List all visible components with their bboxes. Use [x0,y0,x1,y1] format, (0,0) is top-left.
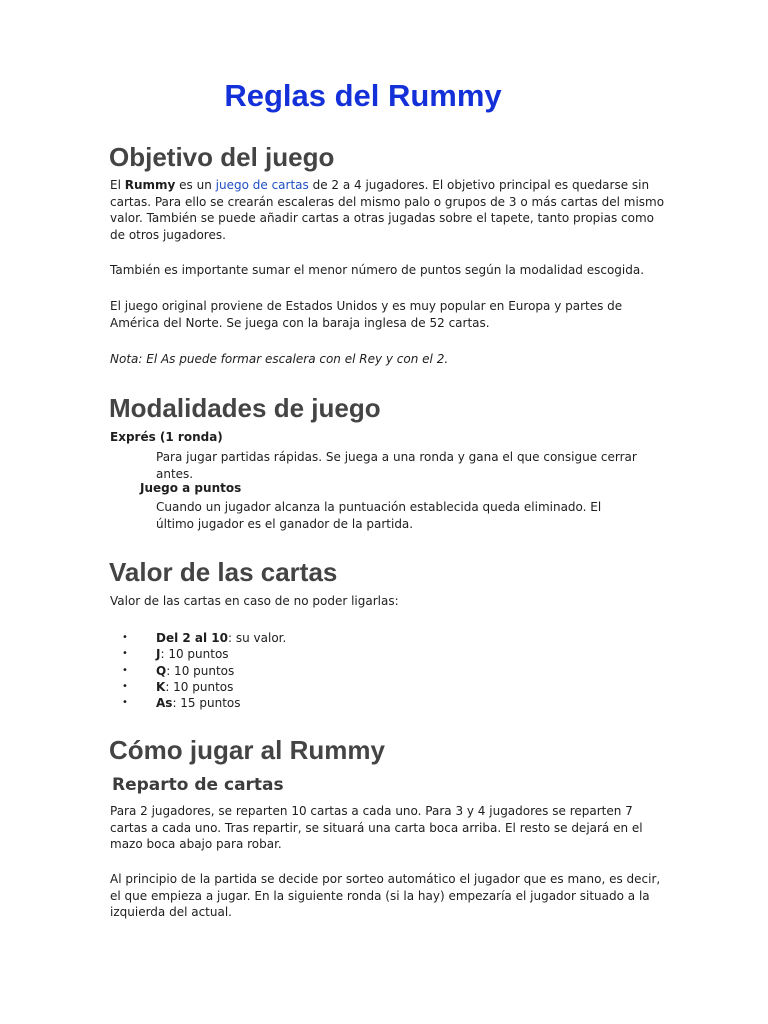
bullet-icon: • [122,664,128,676]
reparto-paragraph-1: Para 2 jugadores, se reparten 10 cartas a cada uno. Para 3 y 4 jugadores se reparten 7 cartas a cada uno. Tras repartir, se situará una carta boca arriba. El resto se dejará en el mazo boca abajo para robar. [110,804,643,851]
objetivo-paragraph-2: También es importante sumar el menor número de puntos según la modalidad escogida. [110,263,645,277]
juego-de-cartas-link[interactable]: juego de cartas [215,178,309,192]
bullet-icon: • [122,680,128,692]
section-heading-como-jugar: Cómo jugar al Rummy [109,735,385,765]
card-value: : 10 puntos [166,663,235,678]
reparto-paragraph-2: Al principio de la partida se decide por sorteo automático el jugador que es mano, es decir, el que empieza a jugar. En la siguiente ronda (si la hay) empezaría el jugador situado a la izquierda del actual. [110,872,661,919]
objetivo-paragraph-1 [110,177,670,243]
objetivo-note [110,351,670,368]
bullet-icon: • [122,648,128,660]
text: es un [175,178,216,192]
puntos-description: Cuando un jugador alcanza la puntuación establecida queda eliminado. El último jugador es el ganador de la partida. [156,500,602,531]
list-item-text [156,630,286,646]
valor-intro: Valor de las cartas en caso de no poder ligarlas: [110,594,399,608]
expres-label: Exprés (1 ronda) [110,430,223,444]
subheading-reparto: Reparto de cartas [112,775,284,795]
list-item-text [156,646,229,662]
bullet-icon: • [122,632,128,643]
card-value: : 10 puntos [160,647,229,662]
list-item-text [156,679,233,695]
card-name: As [156,696,173,711]
expres-description: Para jugar partidas rápidas. Se juega a una ronda y gana el que consigue cerrar antes. [156,450,637,481]
card-name: Del 2 al 10 [156,631,229,645]
puntos-label: Juego a puntos [140,481,242,495]
section-heading-modalidades: Modalidades de juego [109,393,381,423]
bullet-icon: • [122,697,128,709]
document-title: Reglas del Rummy [224,78,502,113]
section-heading-valor: Valor de las cartas [109,557,338,587]
card-name: K [156,679,166,694]
card-name: Q [156,663,167,678]
card-name: J [156,647,161,662]
list-item-text [156,695,241,711]
text: El [110,178,125,192]
card-value: : su valor. [228,631,287,645]
text: de 2 a 4 jugadores. El objetivo principal es quedarse sin cartas. Para ello se crearán escaleras del mismo palo o grupos de 3 o más cartas del mismo valor. También se puede añadir cartas a otras jugadas sobre el tapete, tanto propias como de otros jugadores. [110,178,665,242]
rummy-bold: Rummy [124,178,176,192]
section-heading-objetivo: Objetivo del juego [109,142,335,172]
card-value: : 15 puntos [172,696,241,711]
card-value: : 10 puntos [165,679,234,694]
objetivo-paragraph-3: El juego original proviene de Estados Unidos y es muy popular en Europa y partes de América del Norte. Se juega con la baraja inglesa de 52 cartas. [110,299,623,330]
list-item-text [156,663,234,679]
note-italic: Nota: El As puede formar escalera con el Rey y con el 2. [110,352,449,366]
